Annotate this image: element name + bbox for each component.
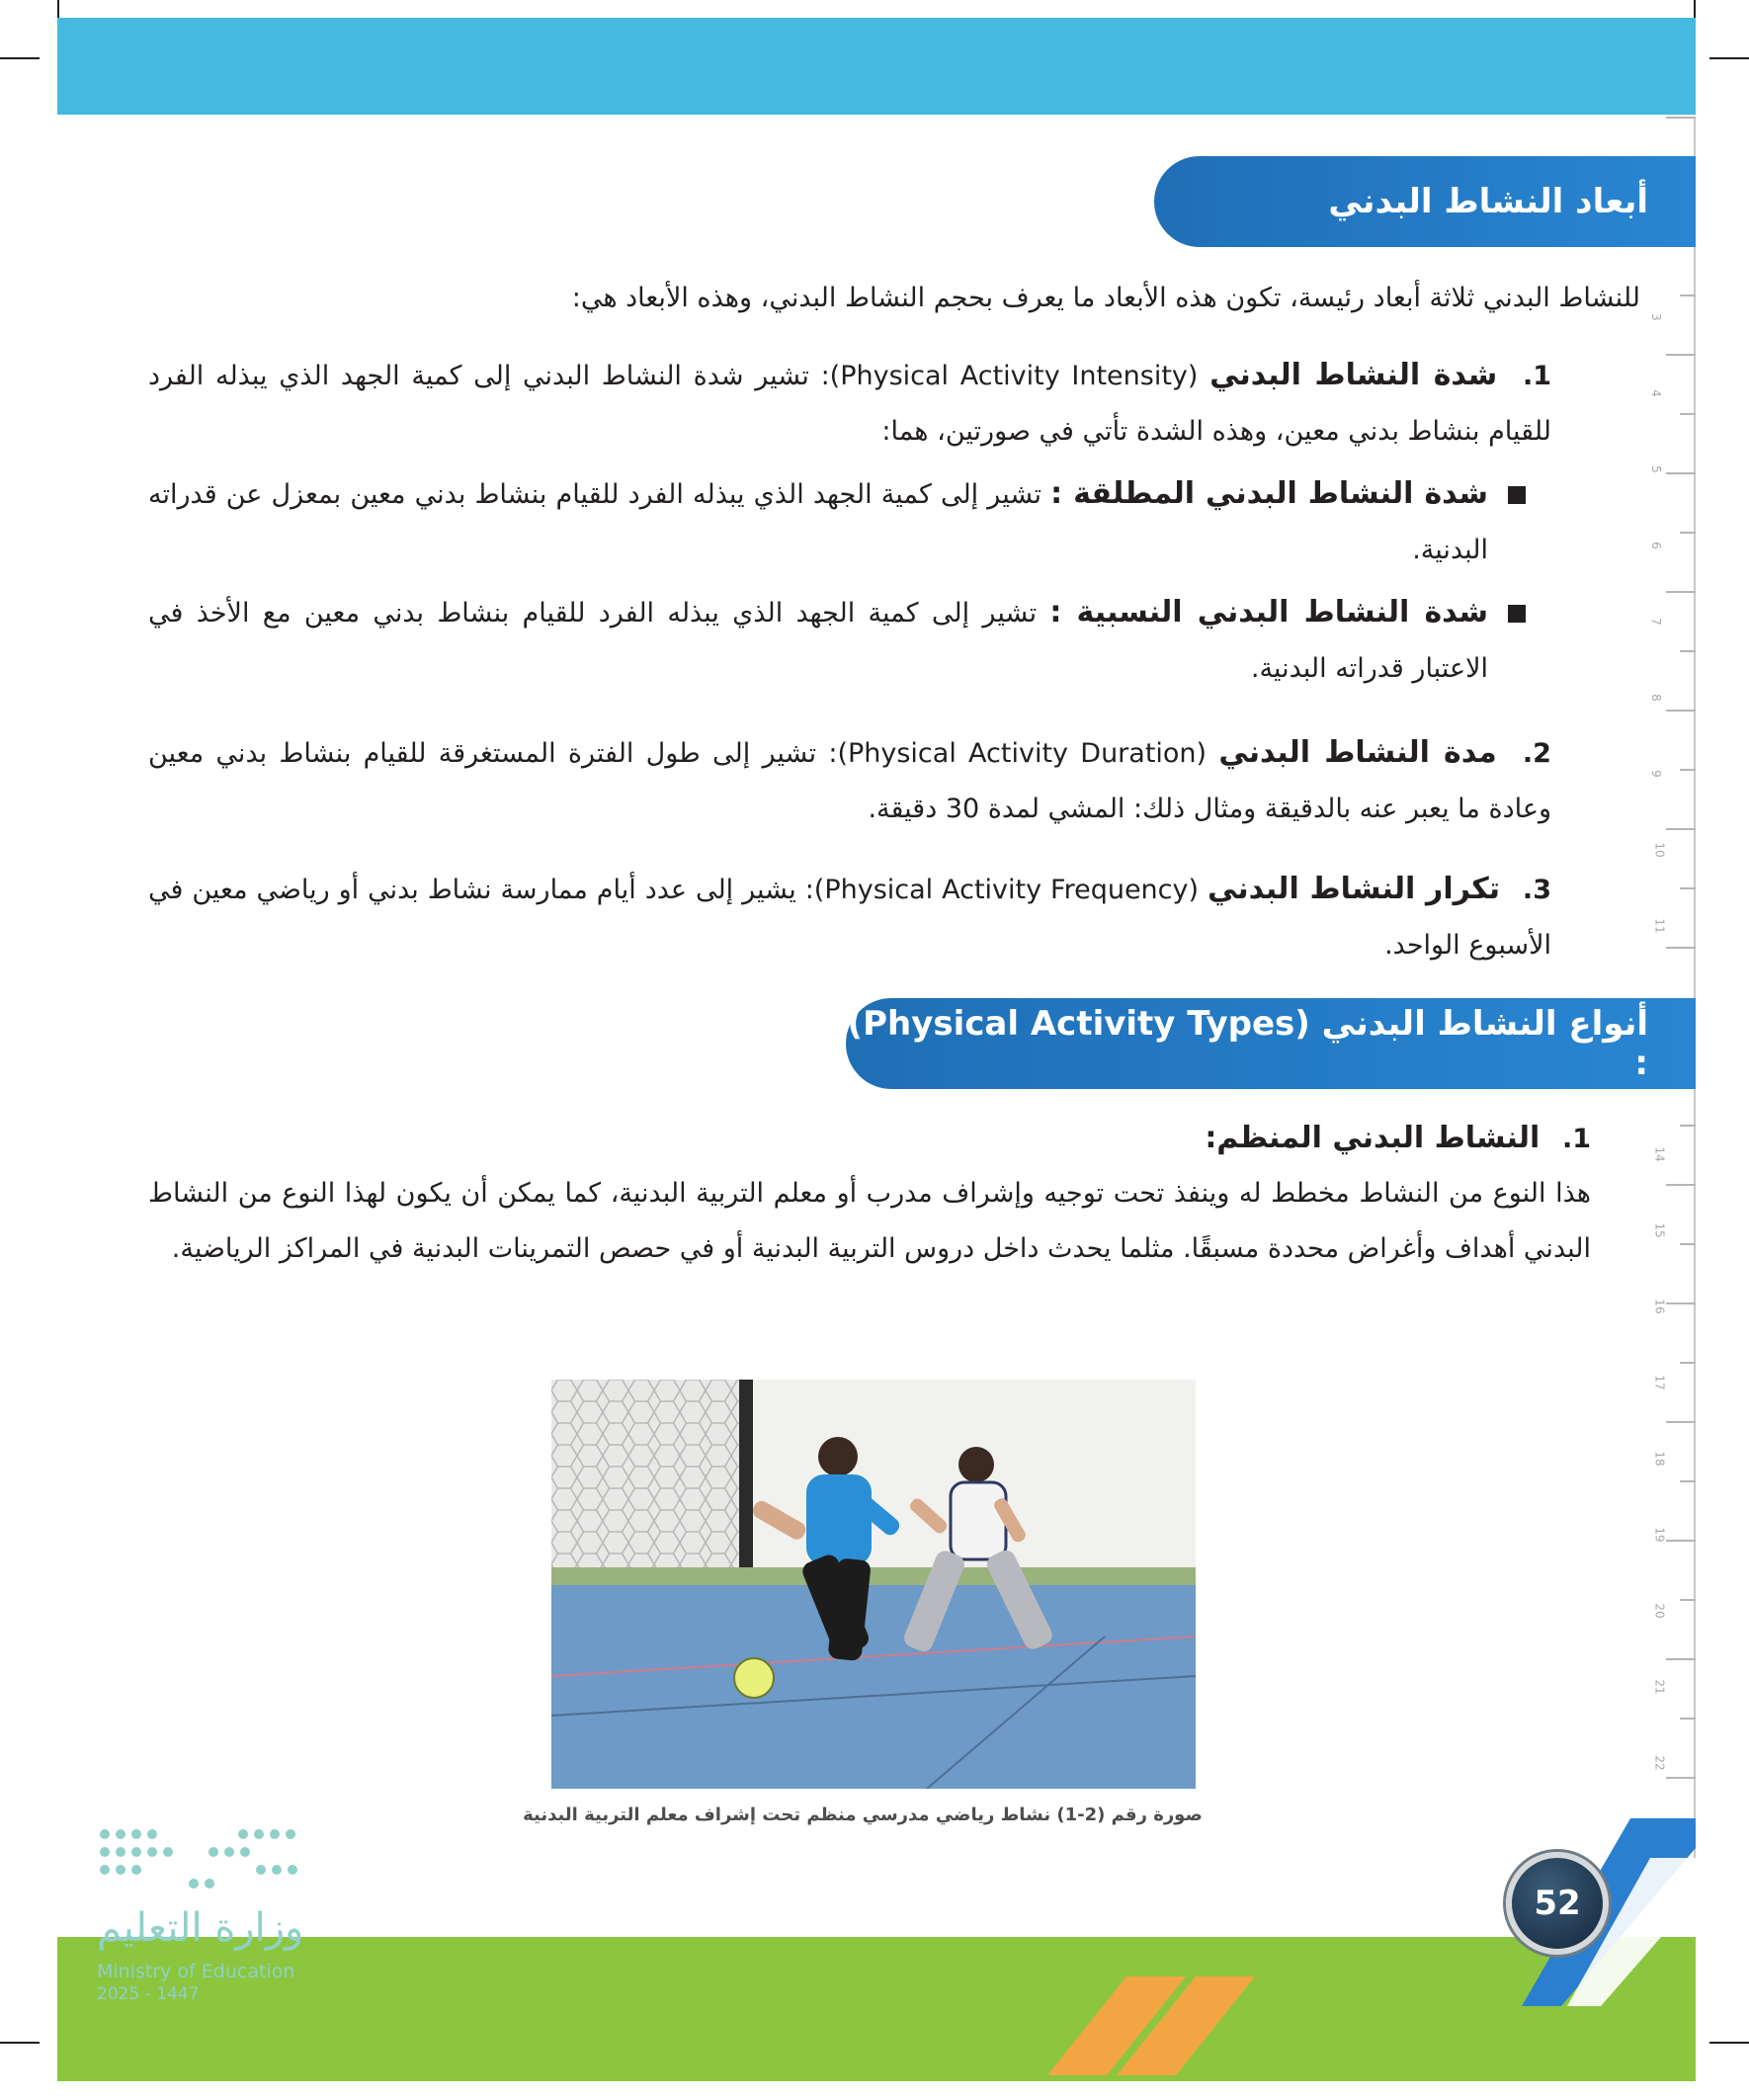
ruler-number: 11	[1652, 918, 1667, 934]
section-title-dimensions	[1154, 156, 1696, 247]
page-number: 52	[1534, 1884, 1581, 1923]
section-title-text: أنواع النشاط البدني (Physical Activity Types) :	[847, 1004, 1648, 1083]
ruler-tick	[1680, 1599, 1696, 1601]
item-english: (Physical Activity Duration):	[828, 738, 1208, 769]
photo-illustration	[551, 1380, 1196, 1789]
ruler-tick	[1680, 1243, 1696, 1245]
ruler-tick	[1666, 1540, 1696, 1542]
ruler-tick	[1666, 1184, 1696, 1186]
ministry-name-arabic: وزارة التعليم	[97, 1905, 304, 1951]
ministry-name-english: Ministry of Education	[97, 1961, 295, 1982]
sub-item-relative	[148, 585, 1488, 697]
item-text: تشير إلى طول الفترة المستغرقة للقيام بنشاط بدني معين وعادة ما يعبر عنه بالدقيقة ومثال ذلك: المشي لمدة 30 دقيقة.	[148, 738, 1551, 824]
sub-item-term: شدة النشاط البدني المطلقة :	[1050, 476, 1488, 511]
item-english: (Physical Activity Frequency):	[804, 875, 1200, 905]
ruler-tick	[1680, 1125, 1696, 1127]
ruler-number: 3	[1648, 313, 1663, 321]
ruler-tick	[1680, 413, 1696, 415]
footer-decor-stripes	[1482, 1818, 1696, 2081]
ruler-tick	[1666, 117, 1696, 119]
photo-caption: صورة رقم (2-1) نشاط رياضي مدرسي منظم تحت إشراف معلم التربية البدنية	[523, 1805, 1203, 1825]
dimension-item-3	[148, 862, 1551, 973]
item-text: هذا النوع من النشاط مخطط له وينفذ تحت توجيه وإشراف مدرب أو معلم التربية البدنية، كما يمكن أن يكون لهذا النوع من النشاط البدني أهداف وأغراض محددة مسبقًا. مثلما يحدث داخل دروس التربية البدنية أو في حصص التمرينات البدنية في المراكز الرياضية.	[148, 1178, 1591, 1264]
item-english: (Physical Activity Intensity):	[820, 361, 1199, 391]
page-ruler	[1642, 117, 1698, 1858]
ministry-year: 2025 - 1447	[97, 1984, 200, 2004]
item-term: مدة النشاط البدني	[1218, 735, 1497, 770]
ruler-tick	[1680, 1362, 1696, 1364]
ruler-number: 22	[1652, 1755, 1667, 1771]
page-number-badge	[1506, 1852, 1609, 1955]
ruler-number: 19	[1652, 1527, 1667, 1543]
crop-mark	[1709, 57, 1749, 59]
crop-mark	[0, 57, 40, 59]
sub-item-text: تشير إلى كمية الجهد الذي يبذله الفرد للقيام بنشاط بدني معين مع الأخذ في الاعتبار قدراته البدنية.	[148, 598, 1488, 684]
item-number: 1.	[1522, 361, 1551, 391]
section-title-types	[846, 998, 1696, 1089]
ruler-tick	[1680, 887, 1696, 889]
ruler-number: 21	[1652, 1679, 1667, 1695]
intro-text: للنشاط البدني ثلاثة أبعاد رئيسة، تكون هذه الأبعاد ما يعرف بحجم النشاط البدني، وهذه الأبعاد هي:	[571, 283, 1640, 313]
ruler-tick	[1666, 591, 1696, 593]
ruler-tick	[1666, 1777, 1696, 1779]
bullet-square	[1508, 486, 1526, 504]
ruler-tick	[1680, 1480, 1696, 1482]
dimension-item-2	[148, 725, 1551, 837]
ruler-number: 4	[1648, 389, 1663, 397]
school-football-photo	[551, 1380, 1196, 1789]
item-text: تشير شدة النشاط البدني إلى كمية الجهد الذي يبذله الفرد للقيام بنشاط بدني معين، وهذه الشدة تأتي في صورتين، هما:	[148, 361, 1551, 447]
intro-paragraph	[148, 271, 1640, 326]
ruler-tick	[1666, 710, 1696, 712]
crop-mark	[1709, 2042, 1749, 2044]
ruler-number: 5	[1648, 465, 1663, 473]
ruler-number: 7	[1648, 618, 1663, 626]
bullet-square	[1508, 605, 1526, 623]
ruler-number: 14	[1652, 1146, 1667, 1162]
item-term: النشاط البدني المنظم:	[1205, 1121, 1541, 1155]
ruler-tick	[1680, 532, 1696, 534]
ruler-tick	[1666, 354, 1696, 356]
item-number: 1.	[1561, 1124, 1591, 1154]
item-number: 3.	[1522, 875, 1551, 905]
ruler-tick	[1666, 1658, 1696, 1660]
header-band	[57, 18, 1696, 115]
ruler-number: 16	[1652, 1299, 1667, 1314]
ruler-number: 8	[1648, 694, 1663, 702]
item-number: 2.	[1522, 738, 1551, 769]
ruler-tick	[1680, 650, 1696, 652]
footer-band	[57, 1937, 1696, 2081]
ruler-number: 10	[1652, 842, 1667, 858]
ruler-number: 6	[1648, 542, 1663, 549]
ruler-tick	[1666, 1302, 1696, 1304]
ruler-tick	[1680, 294, 1696, 296]
sub-item-absolute	[148, 466, 1488, 578]
ruler-number: 15	[1652, 1222, 1667, 1238]
ruler-tick	[1666, 1421, 1696, 1423]
item-text: يشير إلى عدد أيام ممارسة نشاط بدني أو رياضي معين في الأسبوع الواحد.	[148, 875, 1551, 961]
item-term: تكرار النشاط البدني	[1207, 872, 1500, 906]
ruler-tick	[1666, 947, 1696, 949]
ruler-number: 9	[1648, 770, 1663, 778]
ruler-line	[1694, 117, 1696, 1858]
ruler-number: 18	[1652, 1451, 1667, 1467]
sub-item-term: شدة النشاط البدني النسبية :	[1049, 595, 1489, 630]
dimension-item-1	[148, 348, 1551, 460]
ruler-number: 20	[1652, 1603, 1667, 1619]
types-item-1	[148, 1111, 1591, 1167]
ruler-number: 17	[1652, 1375, 1667, 1390]
sub-item-text: تشير إلى كمية الجهد الذي يبذله الفرد للقيام بنشاط بدني معين بمعزل عن قدراته البدنية.	[148, 479, 1488, 565]
footer-decor-orange	[1047, 1976, 1344, 2075]
ministry-logo-dots-icon	[95, 1824, 312, 1893]
ruler-tick	[1680, 769, 1696, 771]
ruler-tick	[1680, 1718, 1696, 1720]
types-item-1-body	[148, 1166, 1591, 1277]
ruler-tick	[1666, 472, 1696, 474]
ruler-tick	[1666, 828, 1696, 830]
section-title-text: أبعاد النشاط البدني	[1328, 182, 1648, 221]
item-term: شدة النشاط البدني	[1209, 358, 1498, 392]
crop-mark	[0, 2042, 40, 2044]
